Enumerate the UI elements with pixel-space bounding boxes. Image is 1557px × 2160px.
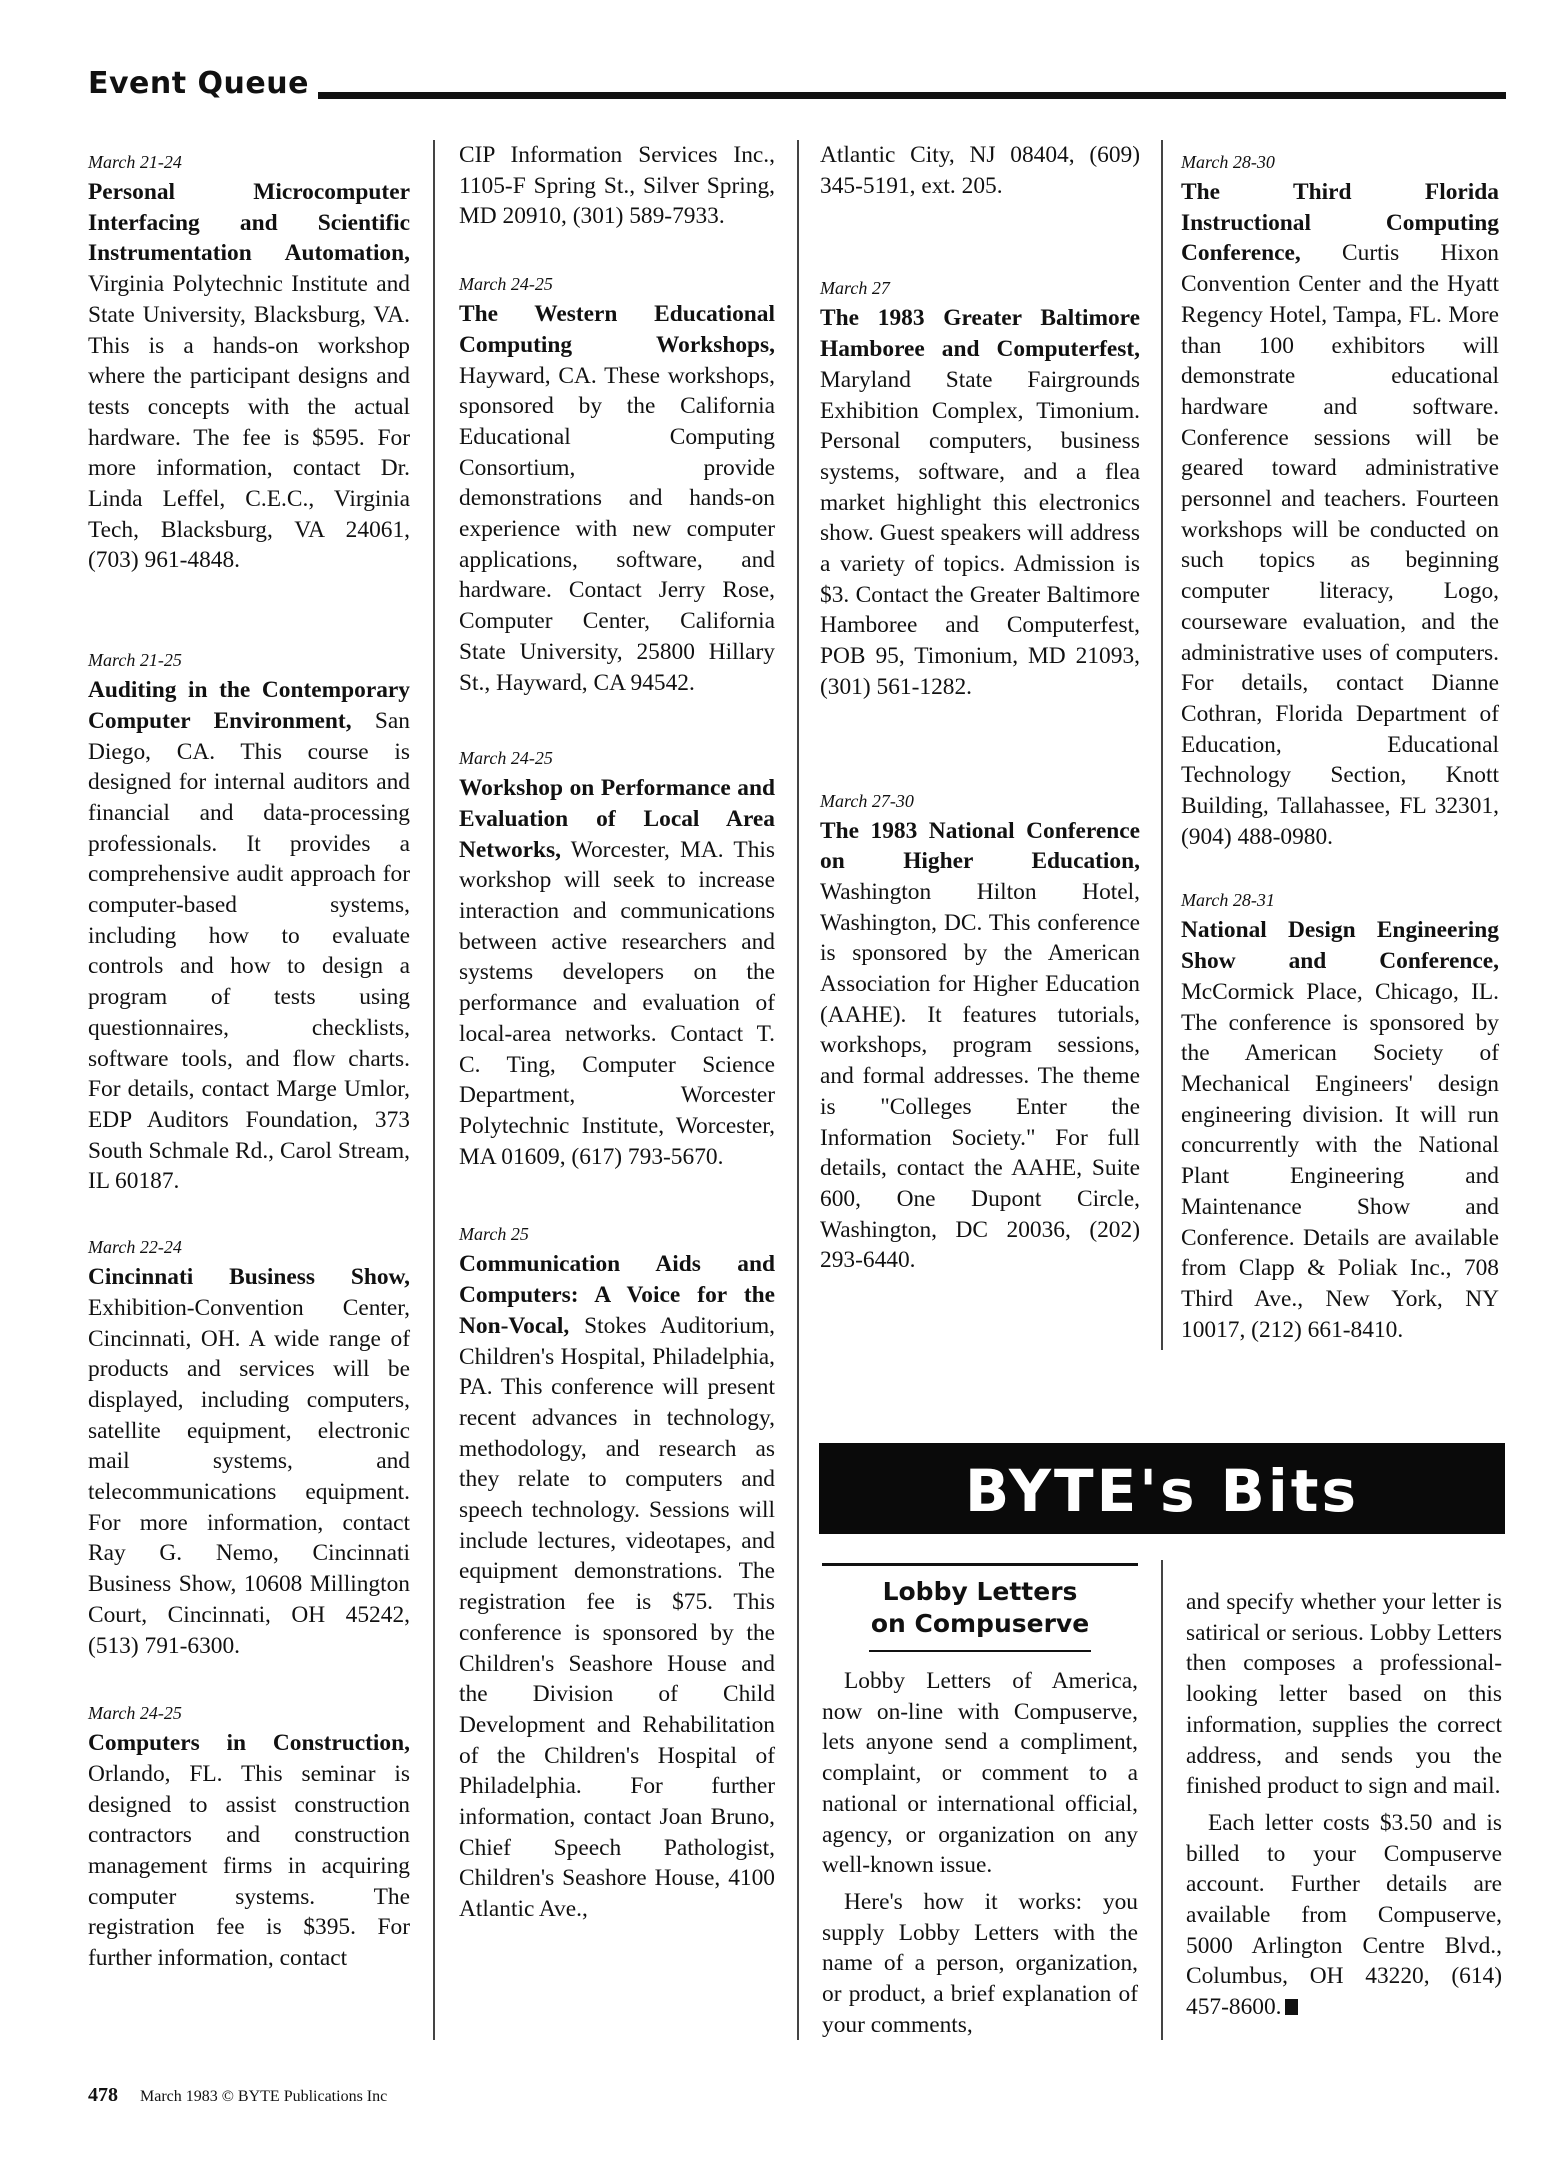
event-title: National Design Engineering Show and Conference, <box>1181 917 1499 975</box>
article-heading <box>822 1576 1138 1640</box>
event-date: March 22-24 <box>88 1237 182 1258</box>
event-body: Maryland State Fairgrounds Exhibition Complex, Timonium. Personal computers, business systems, software, and a flea market highlight this electronics show. Guest speakers will address a variety of topics. Admission is $3. Contact the Greater Baltimore Hamboree and Computerfest, POB 95, Timonium, MD 21093, (301) 561-1282. <box>820 366 1140 700</box>
event-date: March 21-24 <box>88 152 182 172</box>
article-heading-line: on Compuserve <box>870 1609 1090 1638</box>
event-body: CIP Information Services Inc., 1105-F Spring St., Silver Spring, MD 20910, (301) 589-7933. <box>459 142 775 230</box>
article-rule <box>869 1650 1090 1652</box>
event-entry <box>820 276 1140 702</box>
event-title: Auditing in the Contemporary Computer Environment, <box>88 677 410 734</box>
event-entry <box>1181 150 1499 852</box>
page-number: 478 <box>88 2084 118 2106</box>
event-body: Stokes Auditorium, Children's Hospital, Philadelphia, PA. This conference will present recent advances in technology, methodology, and research as they relate to computers and speech technology. Sessions will include lectures, videotapes, and equipment demonstrations. The registration fee is $75. This conference is sponsored by the Children's Seashore House and the Division of Child Development and Rehabilitation of the Children's Hospital of Philadelphia. For further information, contact Joan Bruno, Chief Speech Pathologist, Children's Seashore House, 4100 Atlantic Ave., <box>459 1312 775 1923</box>
event-date: March 24-25 <box>459 748 553 769</box>
event-title: Personal Microcomputer Interfacing and Scientific Instrumentation Automation, <box>88 179 410 267</box>
article-paragraph: Each letter costs $3.50 and is billed to your Compuserve account. Further details are available from Compuserve, 5000 Arlington Centre Blvd., Columbus, OH 43220, (614) 457-8600. <box>1186 1809 1502 2021</box>
banner-title: BYTE's Bits <box>964 1457 1360 1525</box>
event-text <box>820 140 1140 201</box>
article-paragraph: Here's how it works: you supply Lobby Letters with the name of a person, organization, or product, a brief explanation of your comments, <box>822 1888 1138 2038</box>
event-text <box>459 140 775 232</box>
events-column-1 <box>88 150 410 2032</box>
event-entry <box>459 746 775 1172</box>
bits-article-left <box>822 1563 1138 2040</box>
event-date: March 28-30 <box>1181 152 1275 172</box>
event-date: March 21-25 <box>88 650 182 671</box>
event-date: March 27-30 <box>820 790 914 811</box>
event-text <box>820 303 1140 702</box>
event-body: Worcester, MA. This workshop will seek to increase interaction and communications between active researchers and systems developers on the performance and evaluation of local-area networks. Contact T. C. Ting, Computer Science Department, Worcester Polytechnic Institute, Worcester, MA 01609, (617) 793-5670. <box>459 836 775 1170</box>
event-title: The 1983 National Conference on Higher Education, <box>820 817 1140 875</box>
event-body: McCormick Place, Chicago, IL. The conference is sponsored by the American Society of Mechanical Engineers' design engineering division. It will run concurrently with the National Plant Engineering and Maintenance Show and Conference. Details are available from Clapp & Poliak Inc., 708 Third Ave., New York, NY 10017, (212) 661-8410. <box>1181 978 1499 1343</box>
event-title: Communication Aids and Computers: A Voice for the Non-Vocal, <box>459 1251 775 1339</box>
event-body: Washington Hilton Hotel, Washington, DC. This conference is sponsored by the American Association for Higher Education (AAHE). It features tutorials, workshops, program sessions, and formal addresses. The theme is "Colleges Enter the Information Society." For full details, contact the AAHE, Suite 600, One Dupont Circle, Washington, DC 20036, (202) 293-6440. <box>820 878 1140 1274</box>
column-divider <box>1161 140 1163 1350</box>
event-text <box>88 177 410 576</box>
event-body: Hayward, CA. These workshops, sponsored by the California Educational Computing Consortium, provide demonstrations and hands-on experience with new computer applications, software, and hardware. Contact Jerry Rose, Computer Center, California State University, 25800 Hillary St., Hayward, CA 94542. <box>459 362 775 696</box>
event-body: Virginia Polytechnic Institute and State University, Blacksburg, VA. This is a hands-on workshop where the participant designs and tests concepts with the actual hardware. The fee is $595. For more information, contact Dr. Linda Leffel, C.E.C., Virginia Tech, Blacksburg, VA 24061, (703) 961-4848. <box>88 271 410 574</box>
event-body: Atlantic City, NJ 08404, (609) 345-5191, ext. 205. <box>820 142 1140 199</box>
section-title: Event Queue <box>88 66 309 101</box>
event-entry <box>88 150 410 576</box>
event-title: The 1983 Greater Baltimore Hamboree and Computerfest, <box>820 305 1140 363</box>
article-heading-line: Lobby Letters <box>882 1577 1078 1606</box>
event-entry <box>88 1701 410 1974</box>
section-header <box>88 66 1506 106</box>
events-column-3 <box>820 140 1140 1334</box>
event-entry <box>820 789 1140 1277</box>
column-divider <box>797 140 799 2040</box>
column-divider <box>433 140 435 2040</box>
event-text <box>1181 915 1499 1345</box>
event-text <box>820 816 1140 1277</box>
event-title: Computers in Construction, <box>88 1730 410 1757</box>
event-title: The Western Educational Computing Workshops, <box>459 301 775 358</box>
bits-article-right <box>1186 1587 1502 2023</box>
event-date: March 27 <box>820 278 890 299</box>
article-paragraph: Lobby Letters of America, now on-line with Compuserve, lets anyone send a compliment, complaint, or comment to a national or international official, agency, or organization on any well-known issue. <box>822 1668 1138 1879</box>
event-title: Workshop on Performance and Evaluation of Local Area Networks, <box>459 775 775 863</box>
event-date: March 24-25 <box>88 1703 182 1724</box>
event-body: Exhibition-Convention Center, Cincinnati, OH. A wide range of products and services will be displayed, including computers, satellite equipment, electronic mail systems, and telecommunications equipment. For more information, contact Ray G. Nemo, Cincinnati Business Show, 10608 Millington Court, Cincinnati, OH 45242, (513) 791-6300. <box>88 1294 410 1659</box>
header-rule <box>318 92 1506 99</box>
event-entry <box>820 140 1140 201</box>
event-text <box>88 675 410 1197</box>
event-entry <box>1181 888 1499 1345</box>
event-body: Orlando, FL. This seminar is designed to assist construction contractors and construction management firms in acquiring computer systems. The registration fee is $395. For further information, contact <box>88 1760 410 1972</box>
event-title: The Third Florida Instructional Computing Conference, <box>1181 179 1499 267</box>
event-text <box>88 1728 410 1974</box>
event-text <box>1181 177 1499 852</box>
article-rule <box>822 1563 1138 1566</box>
events-column-4 <box>1181 150 1499 1403</box>
event-date: March 28-31 <box>1181 890 1275 911</box>
event-date: March 25 <box>459 1224 529 1245</box>
event-entry <box>459 272 775 698</box>
event-text <box>88 1262 410 1661</box>
end-mark-icon <box>1285 1999 1298 2015</box>
event-text <box>459 1249 775 1924</box>
event-body: San Diego, CA. This course is designed for internal auditors and financial and data-processing professionals. It provides a comprehensive audit approach for computer-based systems, including how to evaluate controls and how to design a program of tests using questionnaires, checklists, software tools, and flow charts. For details, contact Marge Umlor, EDP Auditors Foundation, 373 South Schmale Rd., Carol Stream, IL 60187. <box>88 707 411 1195</box>
event-title: Cincinnati Business Show, <box>88 1264 410 1291</box>
event-text <box>459 773 775 1172</box>
event-body: Curtis Hixon Convention Center and the Hyatt Regency Hotel, Tampa, FL. More than 100 exhibitors will demonstrate educational hardware and software. Conference sessions will be geared toward administrative personnel and teachers. Fourteen workshops will be conducted on such topics as beginning computer literacy, Logo, courseware evaluation, and the administrative uses of computers. For details, contact Dianne Cothran, Florida Department of Education, Educational Technology Section, Knott Building, Tallahassee, FL 32301, (904) 488-0980. <box>1181 240 1499 850</box>
event-entry <box>88 1235 410 1661</box>
article-paragraph: and specify whether your letter is satirical or serious. Lobby Letters then composes a professional-looking letter based on this information, supplies the correct address, and sends you the finished product to sign and mail. <box>1186 1589 1502 1800</box>
events-column-2 <box>459 140 775 1983</box>
event-entry <box>459 1222 775 1924</box>
page-footer <box>88 2084 387 2107</box>
bytes-bits-banner <box>819 1443 1505 1534</box>
event-date: March 24-25 <box>459 274 553 295</box>
column-divider <box>1161 1560 1163 2040</box>
event-text <box>459 299 775 698</box>
event-entry <box>459 140 775 232</box>
article-paragraph-last <box>1186 1808 1502 2023</box>
event-entry <box>88 648 410 1197</box>
footer-credit: March 1983 © BYTE Publications Inc <box>140 2088 388 2105</box>
